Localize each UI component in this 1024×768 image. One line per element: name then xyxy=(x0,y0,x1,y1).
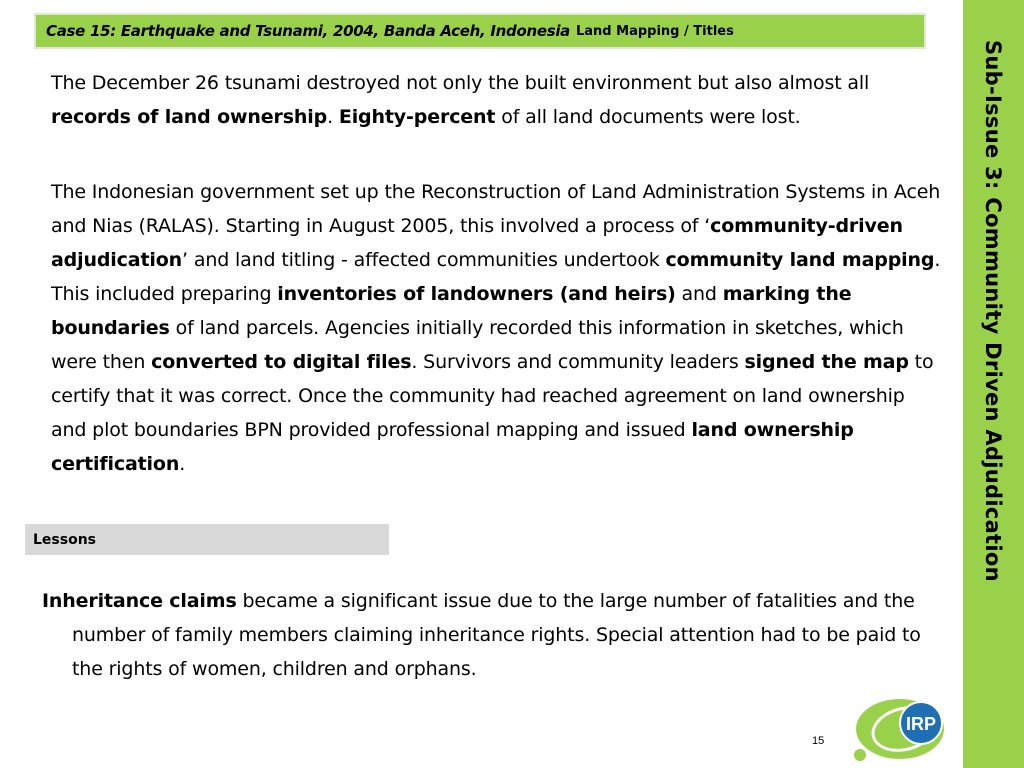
text-run: became a significant issue due to the large number of fatalities and the number of family members claiming inheritance rights. Special attention had to be paid to the rights of women, children and orphans. xyxy=(72,590,921,680)
irp-logo xyxy=(848,693,958,765)
text-run: and xyxy=(675,283,723,305)
text-run: . Survivors and community leaders xyxy=(411,351,745,373)
emphasis: records of land ownership xyxy=(51,106,328,128)
slide-title: Case 15: Earthquake and Tsunami, 2004, Banda Aceh, Indonesia xyxy=(46,22,570,40)
emphasis: community land mapping xyxy=(665,249,935,271)
sub-issue-label: Sub-Issue 3: Community Driven Adjudication xyxy=(981,40,1005,582)
paragraph-tsunami-records xyxy=(51,66,941,134)
text-run: The Indonesian government set up the Reconstruction of Land Administration Systems in Aceh and Nias (RALAS). Starting in August 2005, this involved a process of ‘ xyxy=(51,181,941,237)
slide-subtitle: Land Mapping / Titles xyxy=(576,23,734,39)
emphasis: converted to digital files xyxy=(151,351,412,373)
emphasis: Inheritance claims xyxy=(42,590,237,612)
text-run: . xyxy=(327,106,339,128)
slide-title-bar xyxy=(34,13,926,49)
text-run: . This included preparing xyxy=(51,249,941,305)
text-run: of all land documents were lost. xyxy=(495,106,801,128)
emphasis: signed the map xyxy=(744,351,909,373)
text-run: ’ and land titling - affected communities undertook xyxy=(182,249,666,271)
emphasis: community-driven adjudication xyxy=(51,215,903,271)
lesson-inheritance xyxy=(42,584,952,686)
logo-text: IRP xyxy=(905,714,937,734)
page-number: 15 xyxy=(812,735,825,747)
paragraph-ralas xyxy=(51,175,941,481)
lessons-heading-bar xyxy=(25,524,389,555)
text-run: . xyxy=(179,453,186,475)
lessons-heading: Lessons xyxy=(33,531,96,548)
emphasis: marking the boundaries xyxy=(51,283,852,339)
emphasis: inventories of landowners (and heirs) xyxy=(277,283,676,305)
text-run: to certify that it was correct. Once the community had reached agreement on land ownership and plot boundaries BPN provided professional mapping and issued xyxy=(51,351,934,441)
text-run: The December 26 tsunami destroyed not only the built environment but also almost all xyxy=(51,72,870,94)
emphasis: Eighty-percent xyxy=(338,106,496,128)
logo-dot xyxy=(854,749,866,761)
text-run: of land parcels. Agencies initially recorded this information in sketches, which were then xyxy=(51,317,904,373)
emphasis: land ownership certification xyxy=(51,419,854,475)
